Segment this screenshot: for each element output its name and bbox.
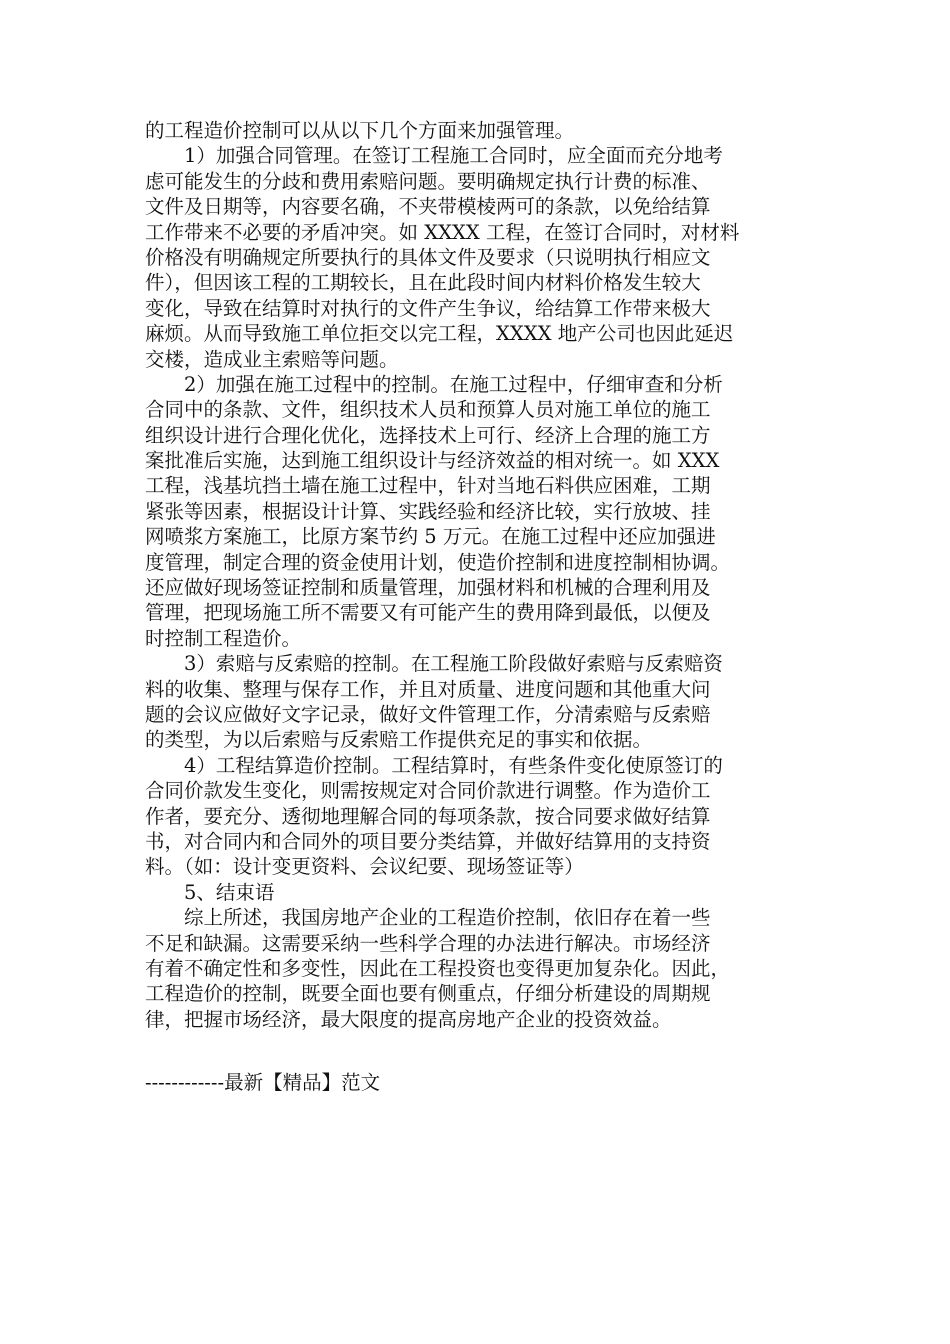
text-line: 还应做好现场签证控制和质量管理，加强材料和机械的合理利用及	[145, 576, 711, 600]
text-line: 作者，要充分、透彻地理解合同的每项条款，按合同要求做好结算	[145, 804, 711, 828]
text-line: 综上所述，我国房地产企业的工程造价控制，依旧存在着一些	[184, 906, 711, 930]
document-body	[145, 118, 810, 1032]
text-line: 料。（如：设计变更资料、会议纪要、现场签证等）	[145, 855, 584, 879]
text-line: 的类型，为以后索赔与反索赔工作提供充足的事实和依据。	[145, 728, 653, 752]
text-line: 组织设计进行合理化优化，选择技术上可行、经济上合理的施工方	[145, 423, 711, 447]
text-line: 案批准后实施，达到施工组织设计与经济效益的相对统一。如 XXX	[145, 449, 720, 473]
text-line: 4）工程结算造价控制。工程结算时，有些条件变化使原签订的	[184, 753, 723, 777]
text-line: 价格没有明确规定所要执行的具体文件及要求（只说明执行相应文	[145, 245, 711, 269]
text-line: 件），但因该工程的工期较长，且在此段时间内材料价格发生较大	[145, 271, 701, 295]
text-line: 不足和缺漏。这需要采纳一些科学合理的办法进行解决。市场经济	[145, 931, 711, 955]
text-line: 书，对合同内和合同外的项目要分类结算，并做好结算用的支持资	[145, 829, 711, 853]
footer-text: ------------最新【精品】范文	[145, 1071, 381, 1094]
text-line: 有着不确定性和多变性，因此在工程投资也变得更加复杂化。因此，	[145, 956, 731, 980]
text-line: 麻烦。从而导致施工单位拒交以完工程，XXXX 地产公司也因此延迟	[145, 322, 734, 346]
text-line: 工程造价的控制，既要全面也要有侧重点，仔细分析建设的周期规	[145, 982, 711, 1006]
text-line: 交楼，造成业主索赔等问题。	[145, 347, 399, 371]
text-line: 料的收集、整理与保存工作，并且对质量、进度问题和其他重大问	[145, 677, 711, 701]
text-line: 时控制工程造价。	[145, 626, 302, 650]
text-line: 变化，导致在结算时对执行的文件产生争议，给结算工作带来极大	[145, 296, 711, 320]
text-line: 工作带来不必要的矛盾冲突。如 XXXX 工程，在签订合同时，对材料	[145, 220, 740, 244]
text-line: 文件及日期等，内容要名确，不夹带模棱两可的条款，以免给结算	[145, 195, 711, 219]
text-line: 1）加强合同管理。在签订工程施工合同时，应全面而充分地考	[184, 144, 723, 168]
text-line: 网喷浆方案施工，比原方案节约 5 万元。在施工过程中还应加强进	[145, 525, 716, 549]
text-line: 的工程造价控制可以从以下几个方面来加强管理。	[145, 119, 575, 142]
text-line: 虑可能发生的分歧和费用索赔问题。要明确规定执行计费的标准、	[145, 169, 711, 193]
text-line: 度管理，制定合理的资金使用计划，使造价控制和进度控制相协调。	[145, 550, 731, 574]
text-line: 5、结束语	[184, 880, 275, 904]
text-line: 合同中的条款、文件，组织技术人员和预算人员对施工单位的施工	[145, 398, 711, 422]
text-line: 律，把握市场经济，最大限度的提高房地产企业的投资效益。	[145, 1007, 672, 1031]
text-line: 3）索赔与反索赔的控制。在工程施工阶段做好索赔与反索赔资	[184, 652, 723, 676]
text-line: 2）加强在施工过程中的控制。在施工过程中，仔细审查和分析	[184, 372, 723, 396]
text-line: 合同价款发生变化，则需按规定对合同价款进行调整。作为造价工	[145, 779, 711, 803]
text-line: 紧张等因素，根据设计计算、实践经验和经济比较，实行放坡、挂	[145, 499, 711, 523]
text-line: 管理，把现场施工所不需要又有可能产生的费用降到最低，以便及	[145, 601, 711, 625]
text-line: 工程，浅基坑挡土墙在施工过程中，针对当地石料供应困难，工期	[145, 474, 711, 498]
text-line: 题的会议应做好文字记录，做好文件管理工作，分清索赔与反索赔	[145, 702, 711, 726]
